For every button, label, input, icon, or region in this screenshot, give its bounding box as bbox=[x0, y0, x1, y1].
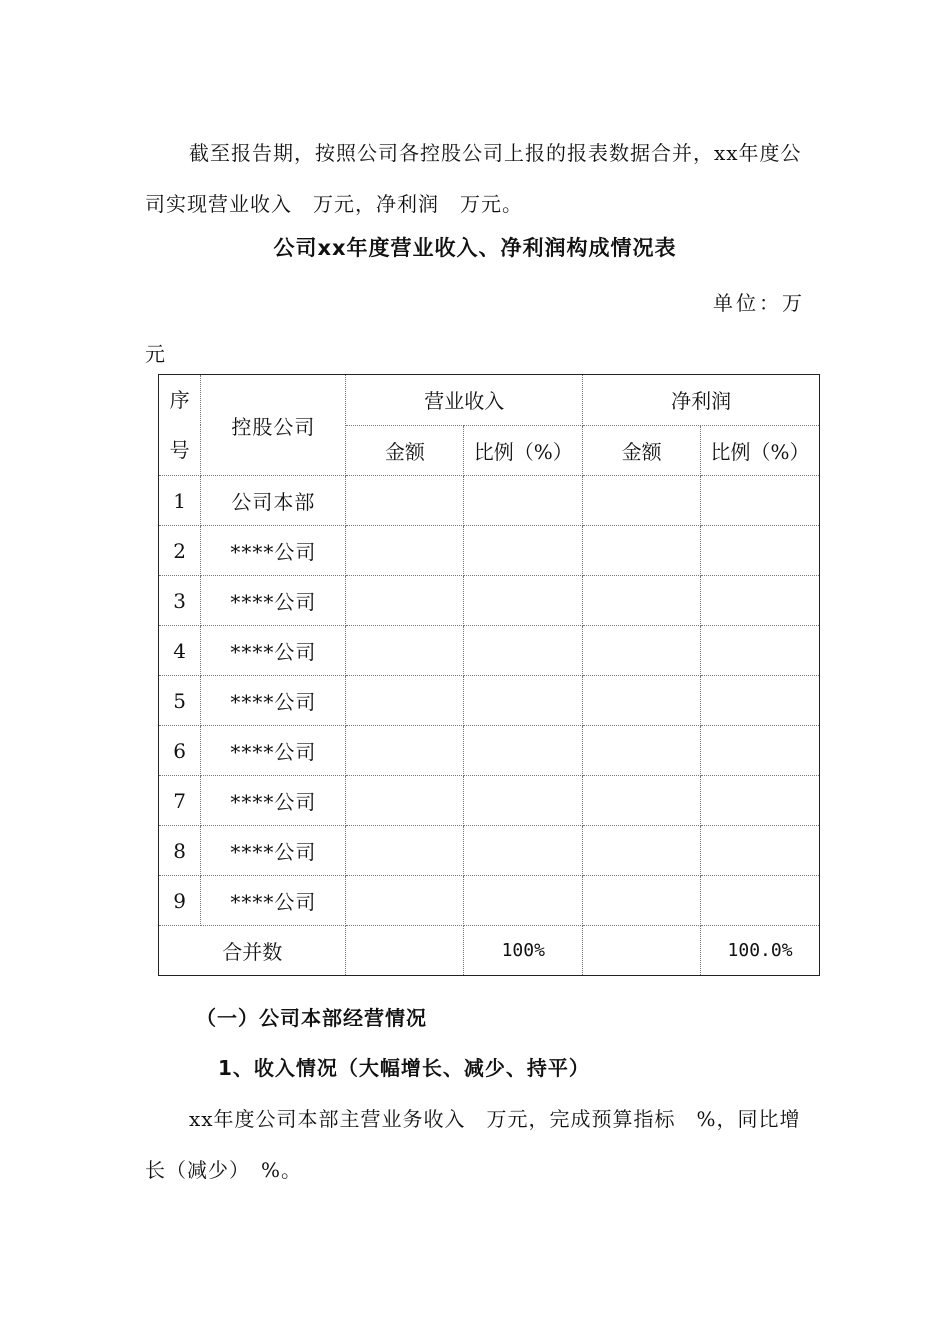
row-company: ****公司 bbox=[201, 526, 346, 576]
row-profit-amount bbox=[583, 876, 701, 926]
row-profit-ratio bbox=[701, 826, 820, 876]
row-profit-ratio bbox=[701, 526, 820, 576]
row-profit-amount bbox=[583, 576, 701, 626]
revenue-profit-table bbox=[158, 374, 820, 976]
row-revenue-amount bbox=[346, 626, 464, 676]
table-total-row bbox=[159, 926, 820, 976]
row-profit-ratio bbox=[701, 626, 820, 676]
total-revenue-ratio: 100% bbox=[464, 926, 583, 976]
row-revenue-ratio bbox=[464, 476, 583, 526]
total-label: 合并数 bbox=[159, 926, 346, 976]
table-row bbox=[159, 826, 820, 876]
header-revenue-ratio: 比例（%） bbox=[464, 425, 583, 476]
table-row bbox=[159, 626, 820, 676]
table-row bbox=[159, 776, 820, 826]
row-profit-amount bbox=[583, 526, 701, 576]
row-company: ****公司 bbox=[201, 576, 346, 626]
row-seq: 5 bbox=[159, 676, 201, 726]
row-profit-ratio bbox=[701, 476, 820, 526]
row-revenue-ratio bbox=[464, 776, 583, 826]
row-seq: 3 bbox=[159, 576, 201, 626]
row-revenue-ratio bbox=[464, 726, 583, 776]
total-revenue-amount bbox=[346, 926, 464, 976]
header-profit-amount: 金额 bbox=[583, 425, 701, 476]
header-profit-group: 净利润 bbox=[583, 375, 820, 426]
header-company: 控股公司 bbox=[201, 375, 346, 476]
body-text: xx年度公司本部主营业务收入 万元，完成预算指标 %，同比增长（减少） %。 bbox=[145, 1107, 801, 1182]
row-seq: 2 bbox=[159, 526, 201, 576]
total-profit-amount bbox=[583, 926, 701, 976]
row-seq: 7 bbox=[159, 776, 201, 826]
row-company: ****公司 bbox=[201, 776, 346, 826]
table-row bbox=[159, 526, 820, 576]
row-company: ****公司 bbox=[201, 826, 346, 876]
row-company: 公司本部 bbox=[201, 476, 346, 526]
row-revenue-amount bbox=[346, 576, 464, 626]
table-title: 公司xx年度营业收入、净利润构成情况表 bbox=[273, 236, 677, 260]
intro-text: 截至报告期，按照公司各控股公司上报的报表数据合并，xx年度公司实现营业收入 万元，净利润 万元。 bbox=[145, 141, 802, 216]
row-revenue-ratio bbox=[464, 826, 583, 876]
row-seq: 9 bbox=[159, 876, 201, 926]
table-header-row bbox=[159, 375, 820, 426]
row-profit-amount bbox=[583, 626, 701, 676]
row-revenue-ratio bbox=[464, 676, 583, 726]
row-revenue-amount bbox=[346, 826, 464, 876]
header-profit-ratio: 比例（%） bbox=[701, 425, 820, 476]
row-company: ****公司 bbox=[201, 876, 346, 926]
row-revenue-ratio bbox=[464, 576, 583, 626]
row-revenue-ratio bbox=[464, 876, 583, 926]
unit-label-continued: 元 bbox=[145, 342, 165, 366]
row-profit-amount bbox=[583, 826, 701, 876]
row-revenue-ratio bbox=[464, 526, 583, 576]
unit-label: 单位：万 bbox=[713, 291, 805, 315]
row-profit-ratio bbox=[701, 876, 820, 926]
table-row bbox=[159, 476, 820, 526]
row-profit-amount bbox=[583, 476, 701, 526]
row-company: ****公司 bbox=[201, 676, 346, 726]
section-heading: （一）公司本部经营情况 bbox=[196, 1006, 427, 1030]
row-revenue-ratio bbox=[464, 626, 583, 676]
table-row bbox=[159, 876, 820, 926]
row-profit-amount bbox=[583, 776, 701, 826]
table-row bbox=[159, 676, 820, 726]
row-company: ****公司 bbox=[201, 726, 346, 776]
row-revenue-amount bbox=[346, 526, 464, 576]
row-seq: 6 bbox=[159, 726, 201, 776]
row-profit-ratio bbox=[701, 726, 820, 776]
row-seq: 4 bbox=[159, 626, 201, 676]
row-revenue-amount bbox=[346, 776, 464, 826]
row-company: ****公司 bbox=[201, 626, 346, 676]
row-profit-ratio bbox=[701, 776, 820, 826]
header-revenue-group: 营业收入 bbox=[346, 375, 583, 426]
intro-paragraph bbox=[145, 128, 805, 230]
total-profit-ratio: 100.0% bbox=[701, 926, 820, 976]
table-row bbox=[159, 576, 820, 626]
row-profit-amount bbox=[583, 676, 701, 726]
row-seq: 8 bbox=[159, 826, 201, 876]
row-profit-amount bbox=[583, 726, 701, 776]
row-profit-ratio bbox=[701, 676, 820, 726]
header-seq: 序 号 bbox=[159, 375, 201, 476]
header-revenue-amount: 金额 bbox=[346, 425, 464, 476]
row-revenue-amount bbox=[346, 726, 464, 776]
body-paragraph bbox=[145, 1094, 805, 1196]
row-revenue-amount bbox=[346, 876, 464, 926]
subsection-heading: 1、收入情况（大幅增长、减少、持平） bbox=[218, 1056, 590, 1080]
row-seq: 1 bbox=[159, 476, 201, 526]
row-revenue-amount bbox=[346, 676, 464, 726]
table-row bbox=[159, 726, 820, 776]
row-profit-ratio bbox=[701, 576, 820, 626]
row-revenue-amount bbox=[346, 476, 464, 526]
